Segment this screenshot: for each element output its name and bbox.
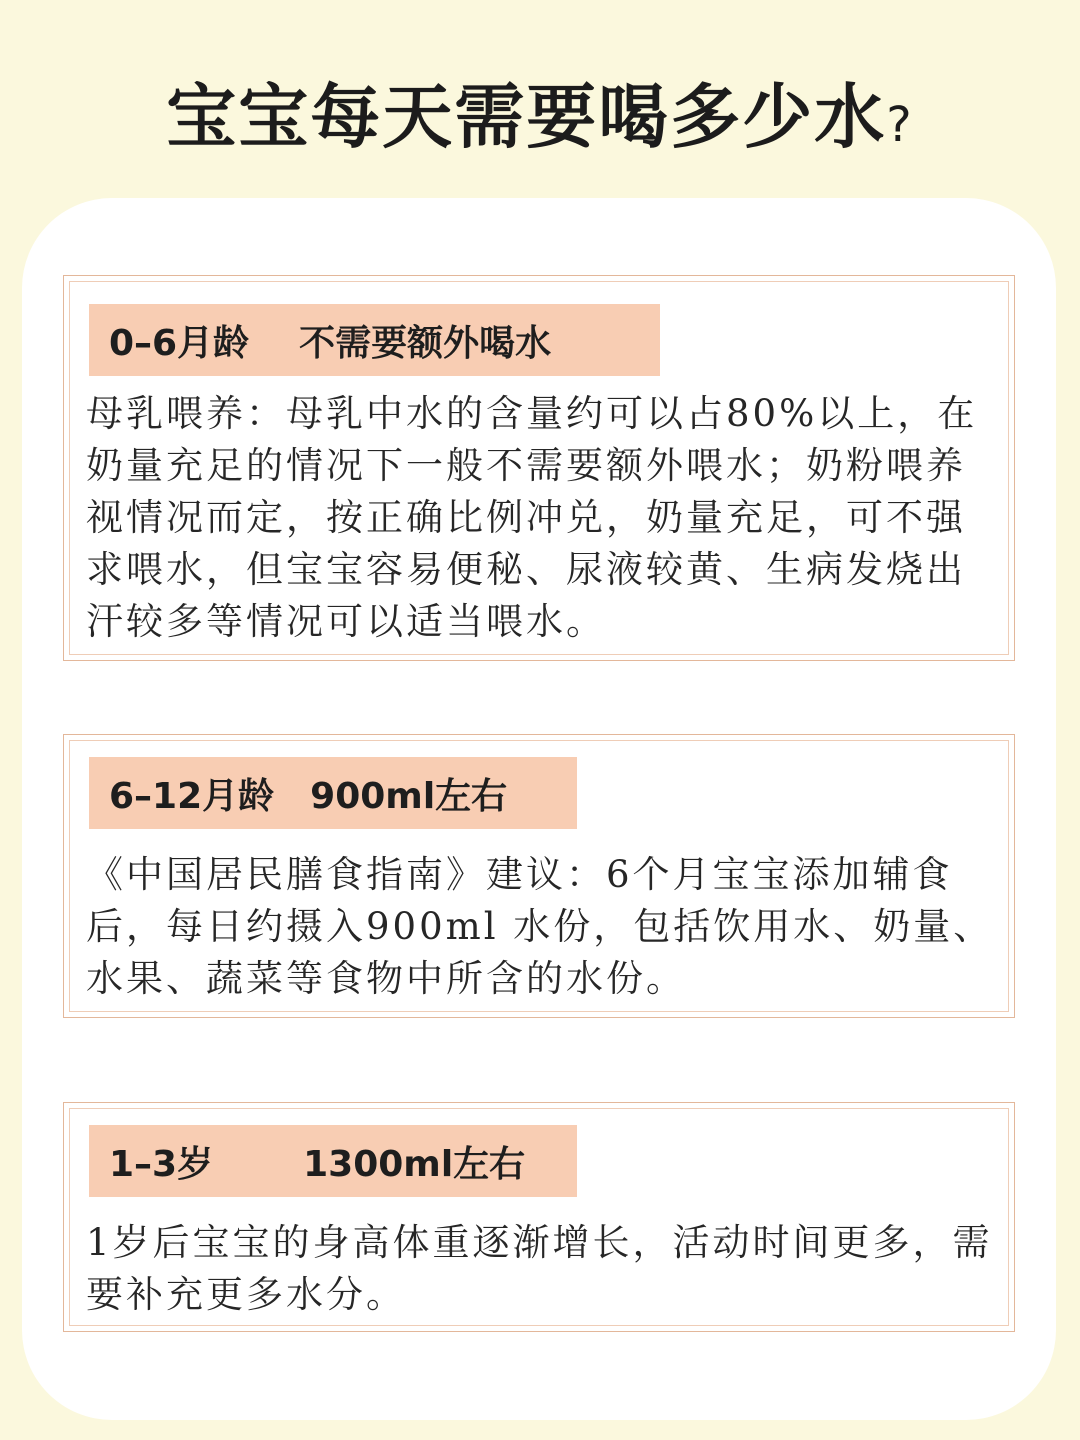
section-header [89,1125,577,1197]
section-0-6-months [63,275,1015,661]
section-age-label: 1–3岁 [109,1143,214,1185]
section-amount-label: 900ml左右 [310,775,508,817]
section-header [89,757,577,829]
page-title [0,72,1080,170]
title-main: 宝宝每天需要喝多少水 [166,76,887,158]
section-age-label: 0–6月龄 [109,322,250,364]
section-description: 《中国居民膳食指南》建议：6个月宝宝添加辅食后，每日约摄入900ml 水份，包括饮用水、奶量、水果、蔬菜等食物中所含的水份。 [86,853,994,1000]
section-header [89,304,660,376]
section-amount-label: 不需要额外喝水 [299,322,552,364]
section-age-label: 6–12月龄 [109,775,275,817]
section-1-3-years [63,1102,1015,1332]
section-description: 1岁后宝宝的身高体重逐渐增长，活动时间更多，需要补充更多水分。 [86,1221,993,1316]
section-description: 母乳喂养：母乳中水的含量约可以占80%以上，在奶量充足的情况下一般不需要额外喂水；奶粉喂养视情况而定，按正确比例冲兑，奶量充足，可不强求喂水，但宝宝容易便秘、尿液较黄、生病发烧出汗较多等情况可以适当喂水。 [86,392,978,643]
section-6-12-months [63,734,1015,1018]
title-question-mark: ? [886,97,914,153]
section-amount-label: 1300ml左右 [303,1143,526,1185]
